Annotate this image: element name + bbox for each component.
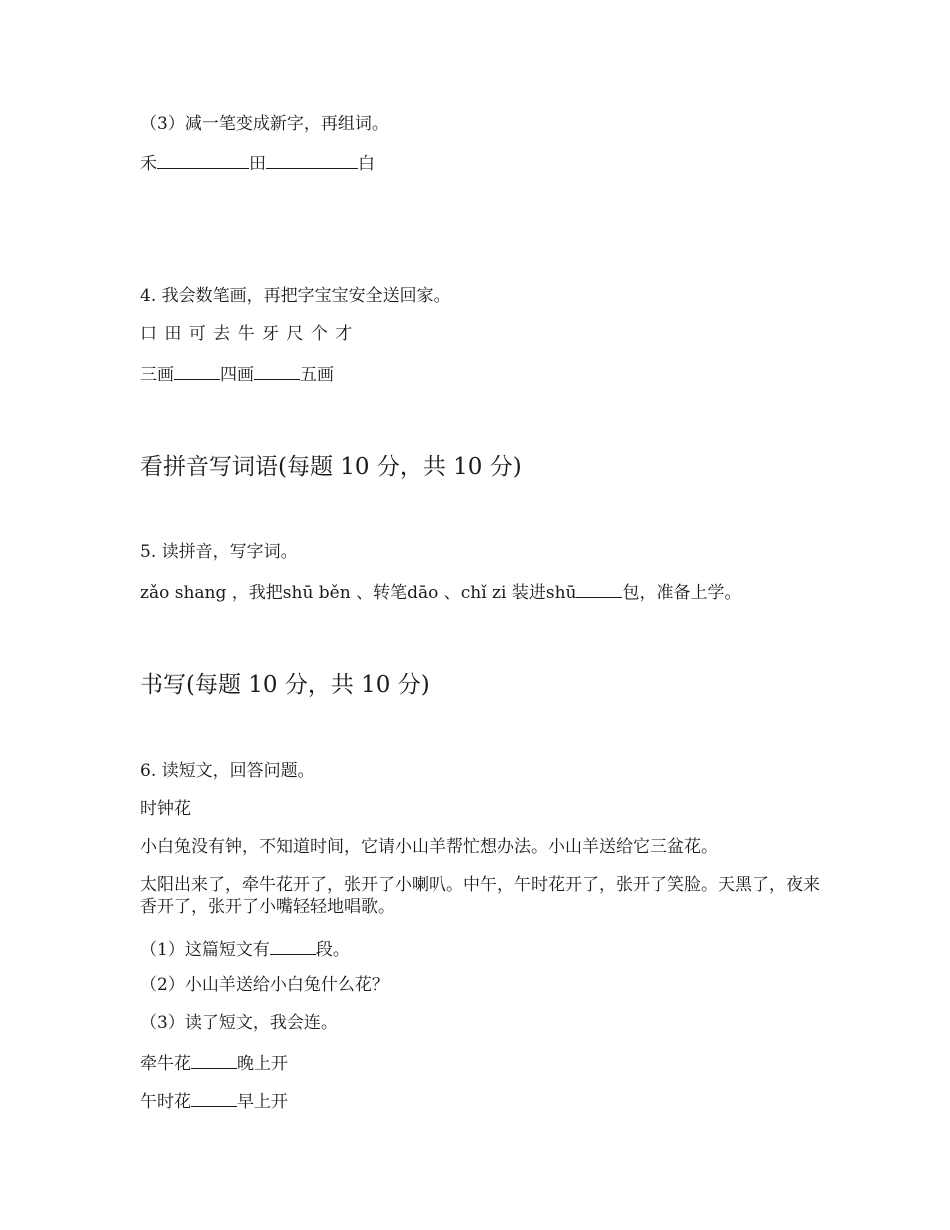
- match-flower: 午时花: [140, 1092, 191, 1112]
- match-blank[interactable]: [191, 1088, 237, 1107]
- q6-sub2: （2）小山羊送给小白兔什么花？: [140, 975, 389, 995]
- q4-group-1: 三画: [140, 365, 174, 385]
- q6-sub1: [140, 936, 350, 961]
- story-paragraph-1: 小白兔没有钟，不知道时间，它请小山羊帮忙想办法。小山羊送给它三盆花。: [140, 837, 718, 857]
- section-title-writing: 书写(每题 10 分，共 10 分): [140, 672, 430, 698]
- q6-sub1-blank[interactable]: [270, 936, 316, 955]
- match-blank[interactable]: [191, 1050, 237, 1069]
- story-title: 时钟花: [140, 799, 191, 819]
- match-row: [140, 1088, 288, 1113]
- q6-sub1-suffix: 段。: [315, 940, 350, 960]
- q6-sub3: （3）读了短文，我会连。: [140, 1013, 338, 1033]
- q5-sentence-part-2: 包，准备上学。: [622, 583, 742, 603]
- q4-group-2: 四画: [220, 365, 254, 385]
- q3-char-1: 禾: [140, 154, 157, 174]
- q4-answer-row: [140, 361, 334, 386]
- q6-sub1-text: （1）这篇短文有: [140, 940, 270, 960]
- q3-answer-row: [140, 150, 375, 175]
- q4-prompt: 4. 我会数笔画，再把字宝宝安全送回家。: [140, 286, 451, 306]
- q3-prompt: （3）减一笔变成新字，再组词。: [140, 114, 389, 134]
- story-paragraph-2: 太阳出来了，牵牛花开了，张开了小喇叭。中午，午时花开了，张开了笑脸。天黑了，夜来香开了，张开了小嘴轻轻地唱歌。: [140, 875, 820, 917]
- q5-sentence: [140, 579, 741, 604]
- q3-char-2: 田: [249, 154, 266, 174]
- q5-sentence-part-1: zǎo shang ，我把shū běn 、转笔dāo 、chǐ zi 装进shū: [140, 583, 577, 603]
- match-flower: 牵牛花: [140, 1054, 191, 1074]
- q3-blank-1[interactable]: [157, 150, 249, 169]
- q4-blank-1[interactable]: [174, 361, 220, 380]
- q4-chars: 口 田 可 去 牛 牙 尺 个 才: [140, 324, 353, 344]
- q5-blank[interactable]: [576, 579, 622, 598]
- q3-char-3: 白: [358, 154, 375, 174]
- q3-blank-2[interactable]: [266, 150, 358, 169]
- match-time: 晚上开: [237, 1054, 288, 1074]
- q5-prompt: 5. 读拼音，写字词。: [140, 542, 298, 562]
- match-time: 早上开: [237, 1092, 288, 1112]
- match-row: [140, 1050, 288, 1075]
- q4-blank-2[interactable]: [254, 361, 300, 380]
- q4-group-3: 五画: [300, 365, 334, 385]
- section-title-pinyin: 看拼音写词语(每题 10 分，共 10 分): [140, 454, 522, 480]
- q6-prompt: 6. 读短文，回答问题。: [140, 761, 315, 781]
